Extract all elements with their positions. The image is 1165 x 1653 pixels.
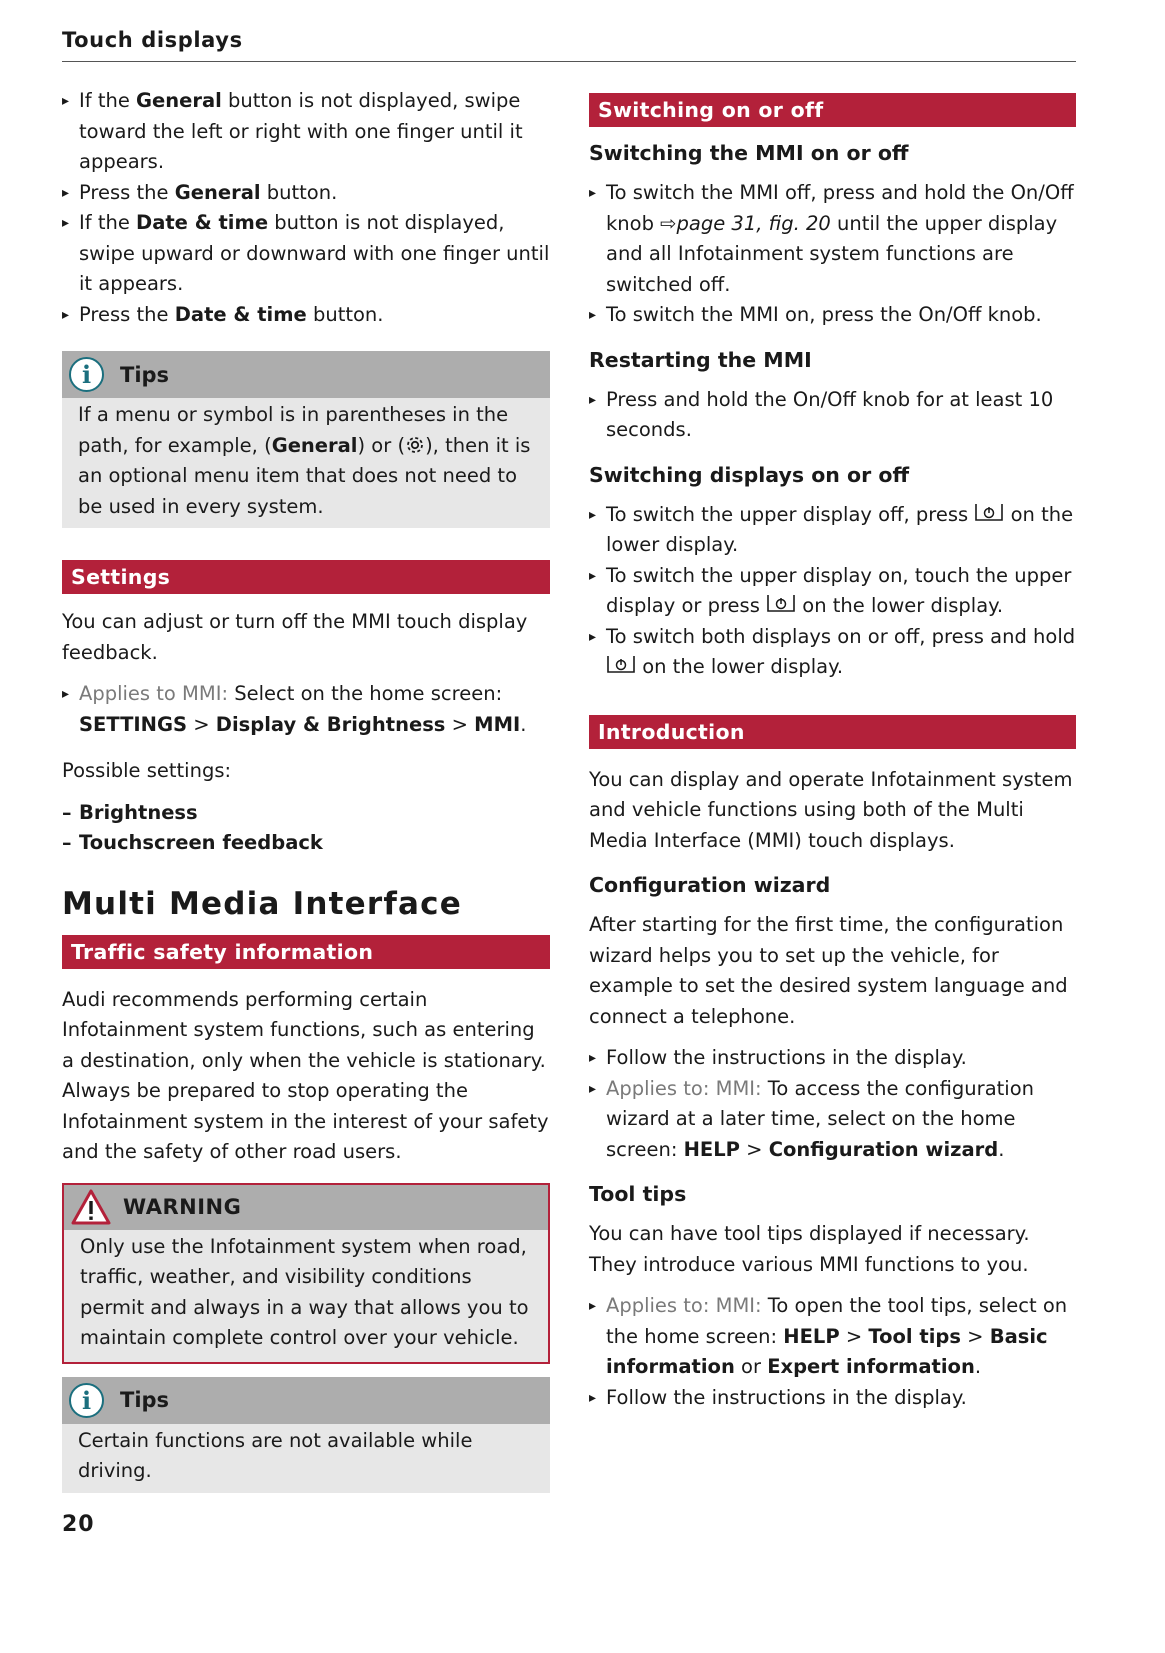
warning-text: Only use the Infotainment system when road, traffic, weather, and visibility conditions permit and always in a way that allows you to maintain complete control over your vehicle. [80, 1234, 529, 1349]
right-column [589, 93, 1076, 1413]
settings-options [62, 798, 550, 859]
warning-label: WARNING [123, 1195, 242, 1219]
option-brightness: – Brightness [62, 798, 550, 829]
settings-paragraph: You can adjust or turn off the MMI touch display feedback. [62, 610, 528, 664]
tool-tips-paragraph: You can have tool tips displayed if necessary. They introduce various MMI functions to you. [589, 1222, 1030, 1276]
mmi-on-bullet: ▸ To switch the MMI on, press the On/Off knob. [589, 300, 1076, 331]
traffic-safety-bar: Traffic safety information [62, 935, 550, 969]
tips-2-text: Certain functions are not available while driving. [78, 1428, 473, 1482]
displays-bullets [589, 500, 1076, 683]
page-reference-link[interactable]: page 31, fig. 20 [676, 211, 831, 235]
mmi-off-bullet: ▸ To switch the MMI off, press and hold the On/Off knob ⇨page 31, fig. 20 until the upper display and all Infotainment system functions are switched off. [589, 178, 1076, 300]
mmi-section-title: Multi Media Interface [62, 885, 462, 922]
configuration-wizard-heading: Configuration wizard [589, 873, 831, 897]
settings-bullets [62, 679, 550, 740]
restarting-bullets [589, 385, 1076, 446]
info-icon: i [69, 357, 104, 392]
settings-gear-icon [405, 435, 425, 455]
left-column [62, 86, 550, 1493]
display-power-icon [974, 502, 1004, 524]
possible-settings-label: Possible settings: [62, 759, 232, 782]
display-power-icon [766, 593, 796, 615]
warning-box [62, 1183, 550, 1364]
settings-path-bullet: ▸ Applies to MMI: Select on the home screen: SETTINGS > Display & Brightness > MMI. [62, 679, 550, 740]
settings-section-bar: Settings [62, 560, 550, 594]
option-touchscreen-feedback: – Touchscreen feedback [62, 828, 550, 859]
restarting-heading: Restarting the MMI [589, 347, 812, 372]
page-number: 20 [62, 1512, 95, 1537]
traffic-safety-paragraph: Audi recommends performing certain Infotainment system functions, such as entering a destination, only when the vehicle is stationary. Always be prepared to stop operating the Infotainment system in the interest of your safety and the safety of other road users. [62, 987, 549, 1163]
chapter-title: Touch displays [62, 28, 243, 52]
tips-box-1-header [62, 351, 550, 398]
page-header [62, 28, 1076, 62]
display-power-icon [606, 654, 636, 676]
bullet-datetime-swipe: ▸ If the Date & time button is not displayed, swipe upward or downward with one finger until it appears. [62, 208, 550, 300]
both-displays-bullet: ▸ To switch both displays on or off, press and hold on the lower display. [589, 622, 1076, 683]
configuration-wizard-paragraph: After starting for the first time, the configuration wizard helps you to set up the vehicle, for example to set the desired system language and connect a telephone. [589, 913, 1068, 1028]
configuration-bullets [589, 1043, 1076, 1165]
tool-tips-bullets [589, 1291, 1076, 1413]
introduction-paragraph: You can display and operate Infotainment system and vehicle functions using both of the Multi Media Interface (MMI) touch displays. [589, 767, 1073, 852]
switching-mmi-bullets [589, 178, 1076, 331]
warning-box-header [64, 1185, 548, 1230]
tips-label: Tips [120, 1388, 170, 1412]
tool-tips-follow-bullet: ▸ Follow the instructions in the display. [589, 1383, 1076, 1414]
page-reference-arrow-icon: ⇨ [660, 211, 677, 235]
config-follow-bullet: ▸ Follow the instructions in the display. [589, 1043, 1076, 1074]
tips-box-1 [62, 351, 550, 528]
intro-bullets [62, 86, 550, 330]
bullet-press-general: ▸ Press the General button. [62, 178, 550, 209]
tips-1-text: If a menu or symbol is in parentheses in the path, for example, (General) or ( ), then it is an optional menu item that does not need to be used in every system. [78, 403, 531, 518]
tips-label: Tips [120, 362, 170, 387]
tool-tips-heading: Tool tips [589, 1182, 687, 1206]
restart-bullet: ▸ Press and hold the On/Off knob for at least 10 seconds. [589, 385, 1076, 446]
tool-tips-open-bullet: ▸ Applies to: MMI: To open the tool tips, select on the home screen: HELP > Tool tips > Basic information or Expert information. [589, 1291, 1076, 1383]
bullet-general-swipe: ▸ If the General button is not displayed, swipe toward the left or right with one finger until it appears. [62, 86, 550, 178]
switching-mmi-heading: Switching the MMI on or off [589, 141, 909, 165]
config-access-bullet: ▸ Applies to: MMI: To access the configuration wizard at a later time, select on the home screen: HELP > Configuration wizard. [589, 1074, 1076, 1166]
tips-box-2-header [62, 1377, 550, 1424]
warning-triangle-icon [71, 1189, 111, 1225]
tips-box-2 [62, 1377, 550, 1493]
introduction-section-bar: Introduction [589, 715, 1076, 749]
info-icon: i [69, 1383, 104, 1418]
displays-heading: Switching displays on or off [589, 462, 910, 487]
bullet-press-datetime: ▸ Press the Date & time button. [62, 300, 550, 331]
display-on-bullet: ▸ To switch the upper display on, touch the upper display or press on the lower display. [589, 561, 1076, 622]
switching-section-bar: Switching on or off [589, 93, 1076, 127]
display-off-bullet: ▸ To switch the upper display off, press on the lower display. [589, 500, 1076, 561]
